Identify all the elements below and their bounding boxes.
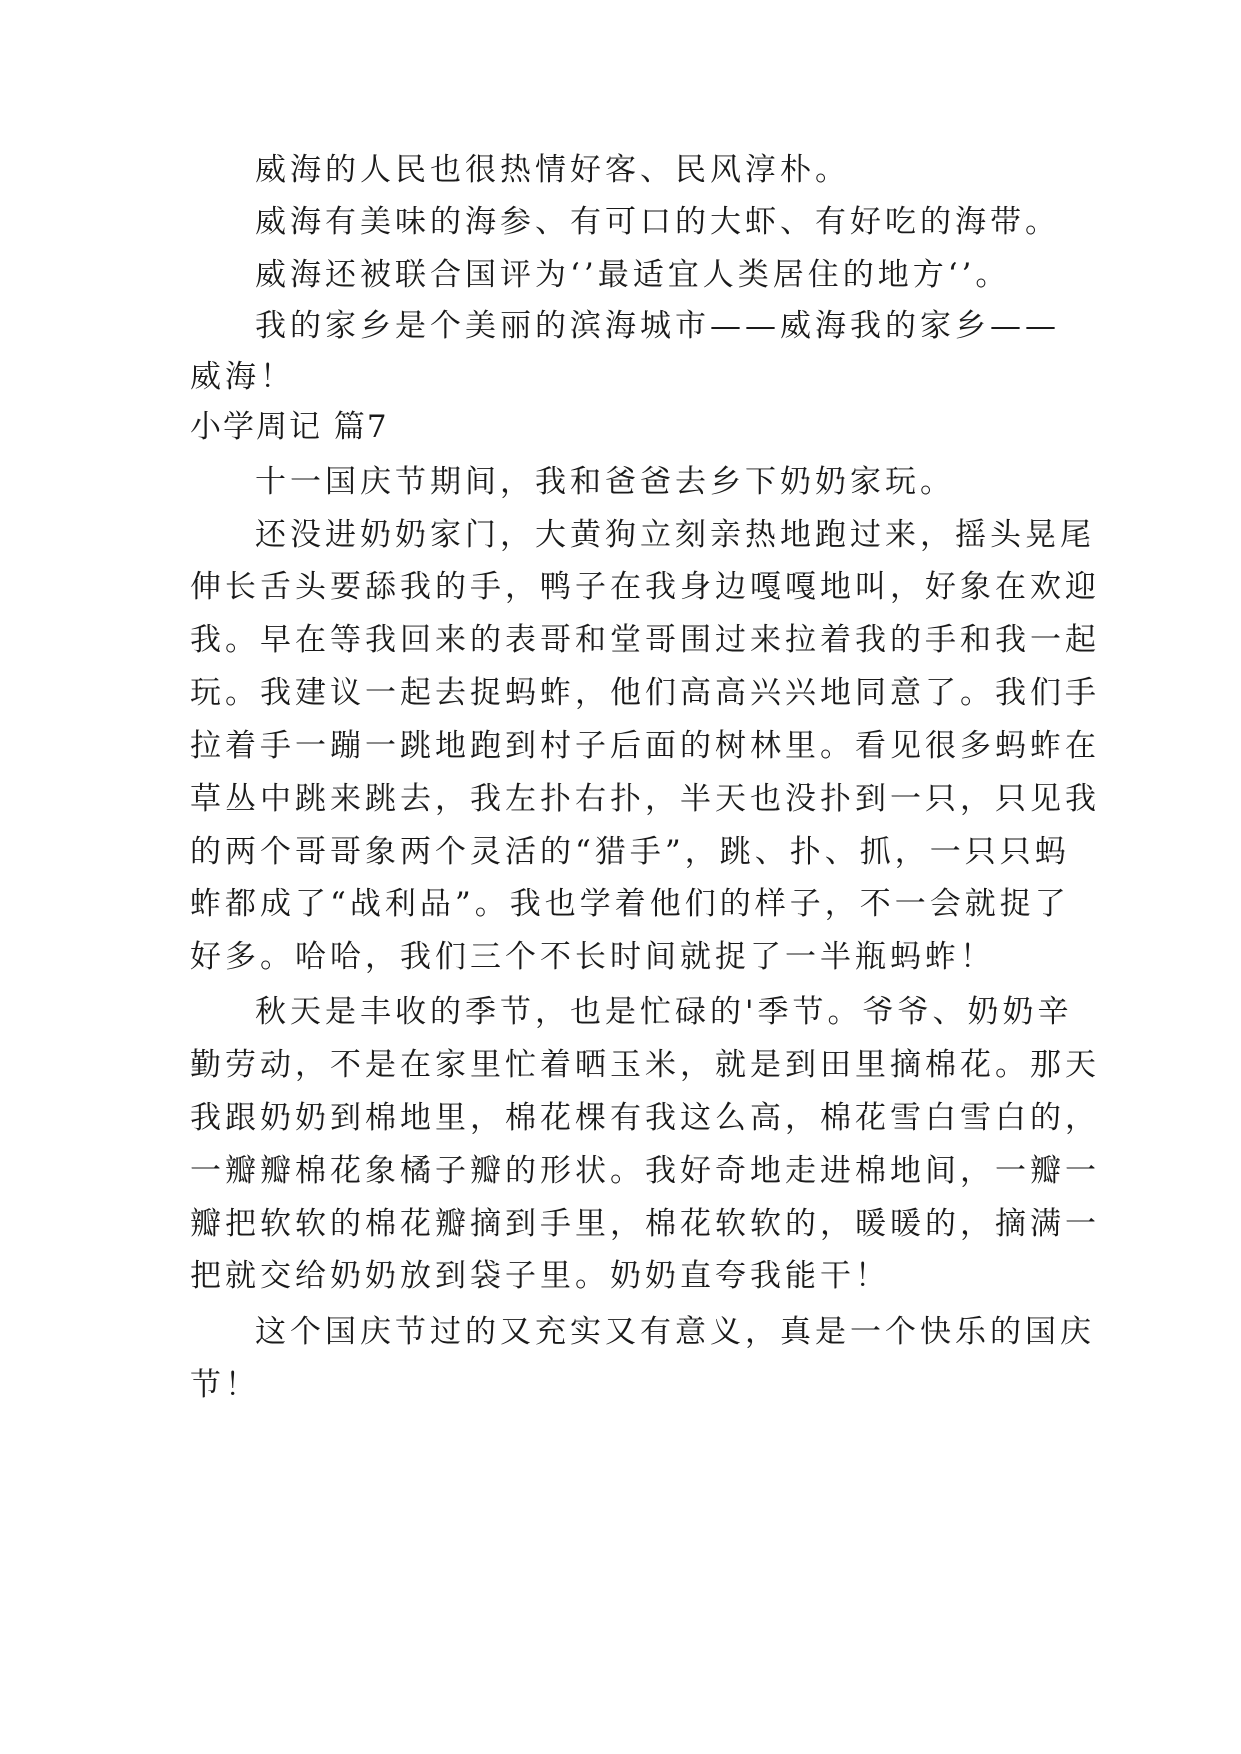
paragraph-line: 威海有美味的海参、有可口的大虾、有好吃的海带。 [255, 204, 1060, 240]
paragraph-line: 我的家乡是个美丽的滨海城市——威海我的家乡—— [255, 308, 1060, 344]
paragraph-line: 十一国庆节期间，我和爸爸去乡下奶奶家玩。 [255, 464, 955, 500]
paragraph-line: 蚱都成了“战利品”。我也学着他们的样子，不一会就捉了 [190, 886, 1070, 922]
paragraph-line: 瓣把软软的棉花瓣摘到手里，棉花软软的，暖暖的，摘满一 [190, 1206, 1100, 1242]
paragraph-line: 一瓣瓣棉花象橘子瓣的形状。我好奇地走进棉地间，一瓣一 [190, 1153, 1100, 1189]
section-heading: 小学周记 篇7 [190, 409, 389, 445]
paragraph-line: 勤劳动，不是在家里忙着晒玉米，就是到田里摘棉花。那天 [190, 1047, 1100, 1083]
paragraph-line: 威海的人民也很热情好客、民风淳朴。 [255, 152, 850, 188]
paragraph-line: 节！ [190, 1367, 260, 1403]
paragraph-line: 秋天是丰收的季节，也是忙碌的'季节。爷爷、奶奶辛 [255, 994, 1073, 1030]
paragraph-line: 的两个哥哥象两个灵活的“猎手”，跳、扑、抓，一只只蚂 [190, 834, 1070, 870]
paragraph-line: 玩。我建议一起去捉蚂蚱，他们高高兴兴地同意了。我们手 [190, 675, 1100, 711]
paragraph-line: 把就交给奶奶放到袋子里。奶奶直夸我能干！ [190, 1258, 890, 1294]
paragraph-line: 草丛中跳来跳去，我左扑右扑，半天也没扑到一只，只见我 [190, 781, 1100, 817]
paragraph-line: 还没进奶奶家门，大黄狗立刻亲热地跑过来，摇头晃尾 [255, 517, 1095, 553]
paragraph-line: 威海！ [190, 359, 295, 395]
paragraph-line: 伸长舌头要舔我的手，鸭子在我身边嘎嘎地叫，好象在欢迎 [190, 569, 1100, 605]
paragraph-line: 我。早在等我回来的表哥和堂哥围过来拉着我的手和我一起 [190, 622, 1100, 658]
paragraph-line: 拉着手一蹦一跳地跑到村子后面的树林里。看见很多蚂蚱在 [190, 728, 1100, 764]
paragraph-line: 这个国庆节过的又充实又有意义，真是一个快乐的国庆 [255, 1314, 1095, 1350]
paragraph-line: 我跟奶奶到棉地里，棉花棵有我这么高，棉花雪白雪白的， [190, 1100, 1100, 1136]
paragraph-line: 威海还被联合国评为‘’最适宜人类居住的地方‘’。 [255, 257, 1011, 293]
paragraph-line: 好多。哈哈，我们三个不长时间就捉了一半瓶蚂蚱！ [190, 939, 995, 975]
